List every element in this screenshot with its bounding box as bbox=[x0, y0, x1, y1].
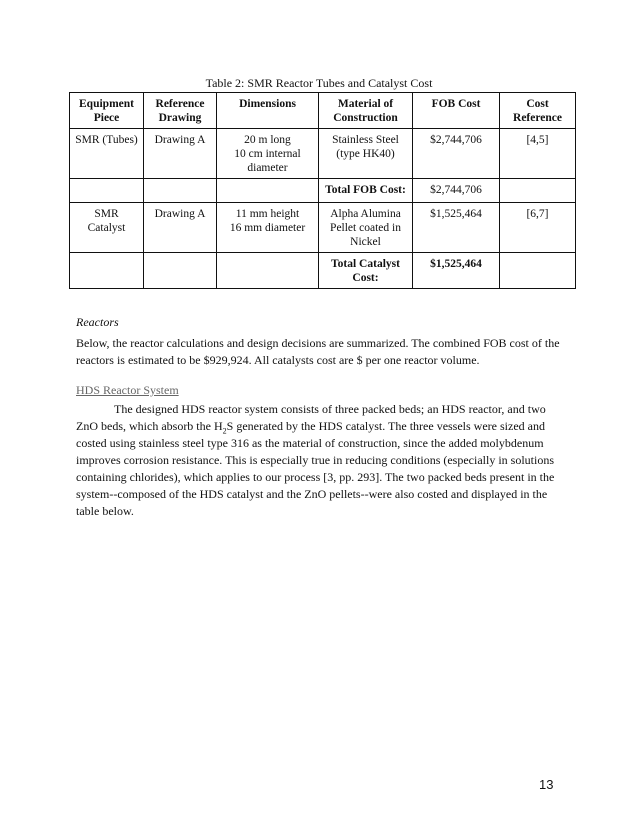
cell-fob-cost: $2,744,706 bbox=[413, 129, 500, 179]
page-number: 13 bbox=[539, 777, 554, 792]
intro-paragraph: Below, the reactor calculations and design decisions are summarized. The combined FOB cost of the reactors is estimated to be $929,924. All catalysts cost are $ per one reactor volume. bbox=[76, 336, 560, 367]
table-total-row bbox=[70, 253, 576, 289]
table-caption: Table 2: SMR Reactor Tubes and Catalyst Cost bbox=[205, 76, 433, 90]
cost-table bbox=[69, 92, 576, 289]
subsection-title: HDS Reactor System bbox=[76, 383, 179, 397]
cell-drawing: Drawing A bbox=[144, 203, 217, 253]
cell-empty bbox=[217, 179, 319, 203]
cell-empty bbox=[70, 179, 144, 203]
cell-empty bbox=[500, 253, 576, 289]
section-title: Reactors bbox=[76, 315, 119, 329]
cell-total-label: Total Catalyst Cost: bbox=[319, 253, 413, 289]
cell-total-value: $1,525,464 bbox=[413, 253, 500, 289]
header-material: Material of Construction bbox=[319, 93, 413, 129]
header-cost-reference: Cost Reference bbox=[500, 93, 576, 129]
cell-material: Alpha Alumina Pellet coated in Nickel bbox=[319, 203, 413, 253]
cell-dimensions: 20 m long 10 cm internal diameter bbox=[217, 129, 319, 179]
header-reference-drawing: Reference Drawing bbox=[144, 93, 217, 129]
cell-dimensions: 11 mm height 16 mm diameter bbox=[217, 203, 319, 253]
cell-total-label: Total FOB Cost: bbox=[319, 179, 413, 203]
table-row bbox=[70, 203, 576, 253]
cell-empty bbox=[144, 253, 217, 289]
header-equipment-piece: Equipment Piece bbox=[70, 93, 144, 129]
table-row bbox=[70, 129, 576, 179]
cell-total-value: $2,744,706 bbox=[413, 179, 500, 203]
cell-equipment: SMR Catalyst bbox=[70, 203, 144, 253]
header-fob-cost: FOB Cost bbox=[413, 93, 500, 129]
cell-fob-cost: $1,525,464 bbox=[413, 203, 500, 253]
subscript-2: 2 bbox=[222, 426, 227, 436]
cell-reference: [4,5] bbox=[500, 129, 576, 179]
cell-equipment: SMR (Tubes) bbox=[70, 129, 144, 179]
cell-drawing: Drawing A bbox=[144, 129, 217, 179]
cell-empty bbox=[500, 179, 576, 203]
table-total-row bbox=[70, 179, 576, 203]
header-dimensions: Dimensions bbox=[217, 93, 319, 129]
cell-empty bbox=[217, 253, 319, 289]
cell-reference: [6,7] bbox=[500, 203, 576, 253]
body-paragraph: The designed HDS reactor system consists of three packed beds; an HDS reactor, and two ZnO beds, which absorb the $H_2S$ generated by the HDS catalyst. The three vessels were sized and costed using stainless steel type 316 as the material of construction, since the added molybdenum improves corrosion resistance. This is especially true in reducing conditions (especially in solutions containing chlorides), which applies to our process [3, pp. 293]. The two packed beds present in the system--composed of the HDS catalyst and the ZnO pellets--were also costed and displayed in the table below. bbox=[76, 402, 555, 518]
cell-material: Stainless Steel (type HK40) bbox=[319, 129, 413, 179]
cell-empty bbox=[144, 179, 217, 203]
cell-empty bbox=[70, 253, 144, 289]
table-header-row bbox=[70, 93, 576, 129]
